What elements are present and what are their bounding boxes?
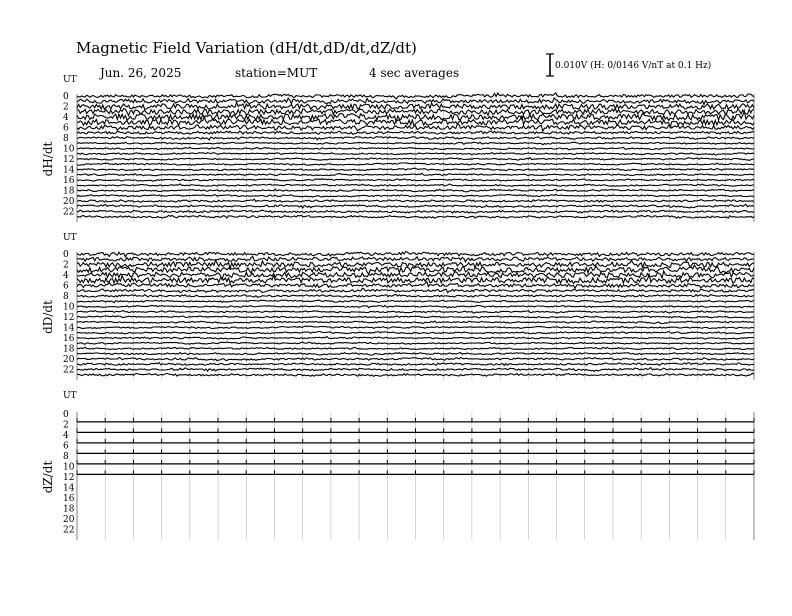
hour-label: 10: [63, 302, 75, 313]
panel-ylabel: dH/dt: [41, 141, 55, 177]
hour-label: 4: [63, 431, 69, 441]
panels: [41, 75, 754, 540]
hour-label: 18: [63, 504, 75, 515]
averaging-label: 4 sec averages: [369, 66, 460, 80]
hour-label: 6: [63, 281, 69, 292]
hour-label: 14: [63, 323, 75, 334]
ut-axis-label: UT: [63, 391, 77, 401]
station-label: station=MUT: [235, 66, 318, 80]
hour-label: 10: [63, 144, 75, 155]
hour-label: 0: [63, 410, 69, 420]
ut-axis-label: UT: [63, 233, 77, 243]
hour-label: 22: [63, 207, 75, 218]
hour-label: 18: [63, 186, 75, 197]
panel-dZ-dt: [41, 391, 754, 540]
hour-label: 22: [63, 525, 75, 536]
panel-ylabel: dD/dt: [41, 300, 55, 334]
hour-label: 18: [63, 344, 75, 355]
hour-label: 12: [63, 473, 75, 483]
hour-label: 12: [63, 313, 75, 323]
hour-label: 20: [63, 197, 75, 207]
hour-label: 2: [63, 102, 69, 113]
scale-bar: [546, 54, 554, 76]
scale-bar-label: 0.010V (H: 0/0146 V/nT at 0.1 Hz): [555, 61, 712, 71]
hour-label: 16: [63, 334, 75, 344]
hour-label: 0: [63, 92, 69, 102]
hour-label: 20: [63, 355, 75, 365]
hour-label: 10: [63, 462, 75, 473]
hour-label: 20: [63, 515, 75, 525]
hour-label: 16: [63, 494, 75, 504]
hour-label: 4: [63, 271, 69, 281]
hour-label: 16: [63, 176, 75, 186]
hour-label: 2: [63, 420, 69, 431]
hour-label: 8: [63, 134, 69, 144]
hour-label: 8: [63, 452, 69, 462]
hour-label: 12: [63, 155, 75, 165]
ut-axis-label: UT: [63, 75, 77, 85]
date-label: Jun. 26, 2025: [100, 66, 182, 80]
panel-dH-dt: [41, 75, 754, 222]
hour-label: 14: [63, 483, 75, 494]
hour-label: 8: [63, 292, 69, 302]
hour-label: 14: [63, 165, 75, 176]
hour-label: 22: [63, 365, 75, 376]
panel-ylabel: dZ/dt: [41, 460, 55, 494]
panel-dD-dt: [41, 233, 754, 380]
hour-label: 4: [63, 113, 69, 123]
hour-label: 6: [63, 123, 69, 134]
hour-label: 6: [63, 441, 69, 452]
hour-label: 2: [63, 260, 69, 271]
chart-title: Magnetic Field Variation (dH/dt,dD/dt,dZ/dt): [76, 39, 417, 57]
hour-label: 0: [63, 250, 69, 260]
